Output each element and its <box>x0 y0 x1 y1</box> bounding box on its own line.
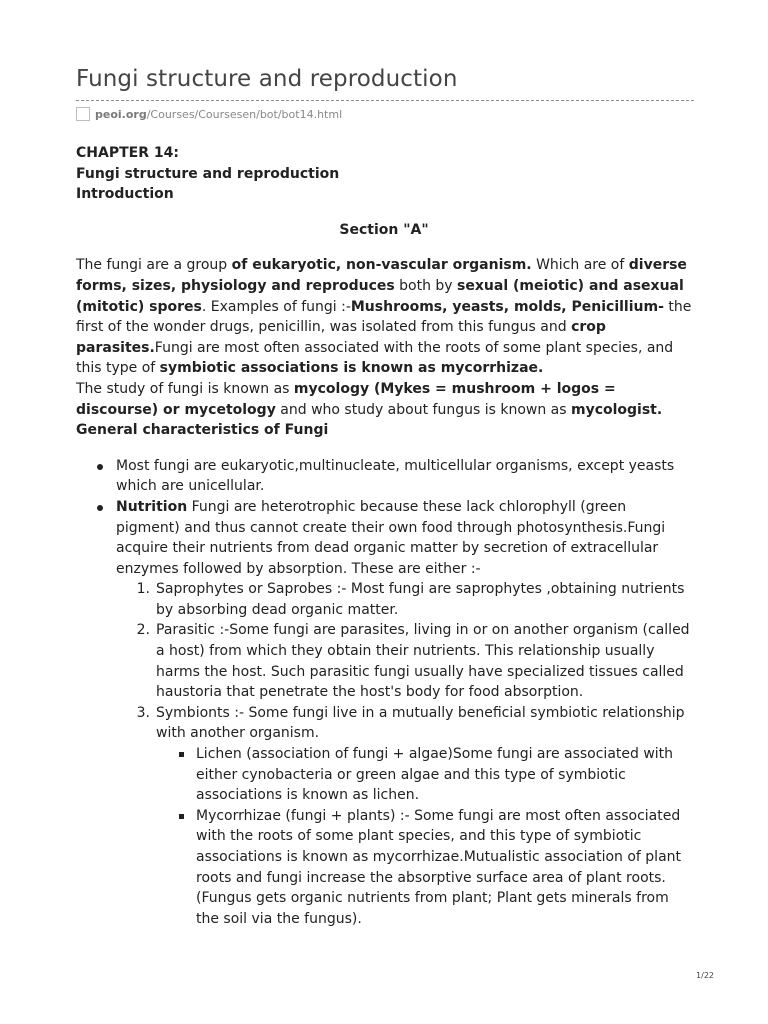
square-bullet-icon <box>179 752 184 757</box>
article-body <box>76 143 692 929</box>
symbiont-types-list <box>156 744 692 929</box>
mycology-paragraph <box>76 379 692 420</box>
bold-run: sexual (meiotic) and asexual (mitotic) spores <box>76 277 684 315</box>
list-item-text: Most fungi are eukaryotic,multinucleate, multicellular organisms, except yeasts which are unicellular. <box>116 457 675 495</box>
bold-run: crop parasites. <box>76 319 606 356</box>
section-heading: General characteristics of Fungi <box>76 422 329 439</box>
sub-list-item-text: Mycorrhizae (fungi + plants) :- Some fungi are most often associated with the roots of some plant species, and this type of symbiotic associations is known as mycorrhizae.Mutualistic association of plant roots and fungi increase the absorptive surface area of plant roots. (Fungus gets organic nutrients from plant; Plant gets minerals from the soil via the fungus). <box>196 807 682 927</box>
list-item-label: Nutrition <box>116 498 188 515</box>
numbered-item-text: Symbionts :- Some fungi live in a mutually beneficial symbiotic relationship with another organism. <box>156 704 685 742</box>
text-run: . Examples of fungi :- <box>201 298 351 315</box>
chapter-number: CHAPTER 14: <box>76 145 179 161</box>
source-domain: peoi.org <box>95 107 147 121</box>
square-bullet-icon <box>179 814 184 819</box>
title-divider <box>76 100 694 101</box>
bold-run: of eukaryotic, non-vascular organism. <box>231 257 532 274</box>
bold-run: diverse forms, sizes, physiology and reproduces <box>76 257 687 294</box>
numbered-item <box>116 703 692 930</box>
numbered-item <box>116 579 692 620</box>
bold-run: symbiotic associations is known as mycorrhizae. <box>159 360 544 377</box>
nutrition-types-list <box>116 579 692 929</box>
item-number: 1. <box>136 581 150 598</box>
bold-run: mycologist. <box>570 401 663 418</box>
text-run: and who study about fungus is known as <box>275 401 571 418</box>
chapter-subtitle: Introduction <box>76 186 174 203</box>
item-number: 2. <box>136 622 150 639</box>
list-item-text: Fungi are heterotrophic because these lack chlorophyll (green pigment) and thus cannot create their own food through photosynthesis.Fungi acquire their nutrients from dead organic matter by secretion of extracellular enzymes followed by absorption. These are either :- <box>116 498 666 577</box>
numbered-item-text: Parasitic :-Some fungi are parasites, living in or on another organism (called a host) from which they obtain their nutrients. This relationship usually harms the host. Such parasitic fungi usually have specialized tissues called haustoria that penetrate the host's body for food absorption. <box>156 622 690 701</box>
chapter-title: Fungi structure and reproduction <box>76 165 340 182</box>
page-number: 1/22 <box>696 971 714 980</box>
text-run: Fungi are most often associated with the roots of some plant species, and this type of <box>76 339 674 377</box>
document-title: Fungi structure and reproduction <box>76 66 458 92</box>
item-number: 3. <box>136 704 150 721</box>
text-run: both by <box>394 277 458 294</box>
chapter-heading <box>76 143 692 205</box>
section-label: Section "A" <box>339 221 429 238</box>
bold-run: mycology (Mykes = mushroom + logos = discourse) or mycetology <box>76 380 616 418</box>
bullet-icon <box>97 505 103 511</box>
favicon-placeholder-icon <box>76 107 90 121</box>
text-run: The fungi are a group <box>76 257 232 274</box>
bold-run: Mushrooms, yeasts, molds, Penicillium- <box>350 298 664 315</box>
numbered-item-text: Saprophytes or Saprobes :- Most fungi are saprophytes ,obtaining nutrients by absorbing dead organic matter. <box>156 581 685 618</box>
numbered-item <box>116 620 692 702</box>
sub-list-item-text: Lichen (association of fungi + algae)Some fungi are associated with either cynobacteria or green algae and this type of symbiotic associations is known as lichen. <box>196 746 674 804</box>
characteristics-list <box>76 456 692 930</box>
list-item <box>76 497 692 929</box>
text-run: Which are of <box>531 257 629 274</box>
sub-list-item <box>156 806 692 930</box>
intro-paragraph <box>76 255 692 379</box>
source-link[interactable] <box>76 105 342 123</box>
text-run: The study of fungi is known as <box>76 380 294 397</box>
source-path: /Courses/Coursesen/bot/bot14.html <box>146 107 343 121</box>
sub-list-item <box>156 744 692 806</box>
text-run: the first of the wonder drugs, penicillin, was isolated from this fungus and <box>76 298 692 336</box>
bullet-icon <box>97 464 103 470</box>
list-item <box>76 456 692 497</box>
